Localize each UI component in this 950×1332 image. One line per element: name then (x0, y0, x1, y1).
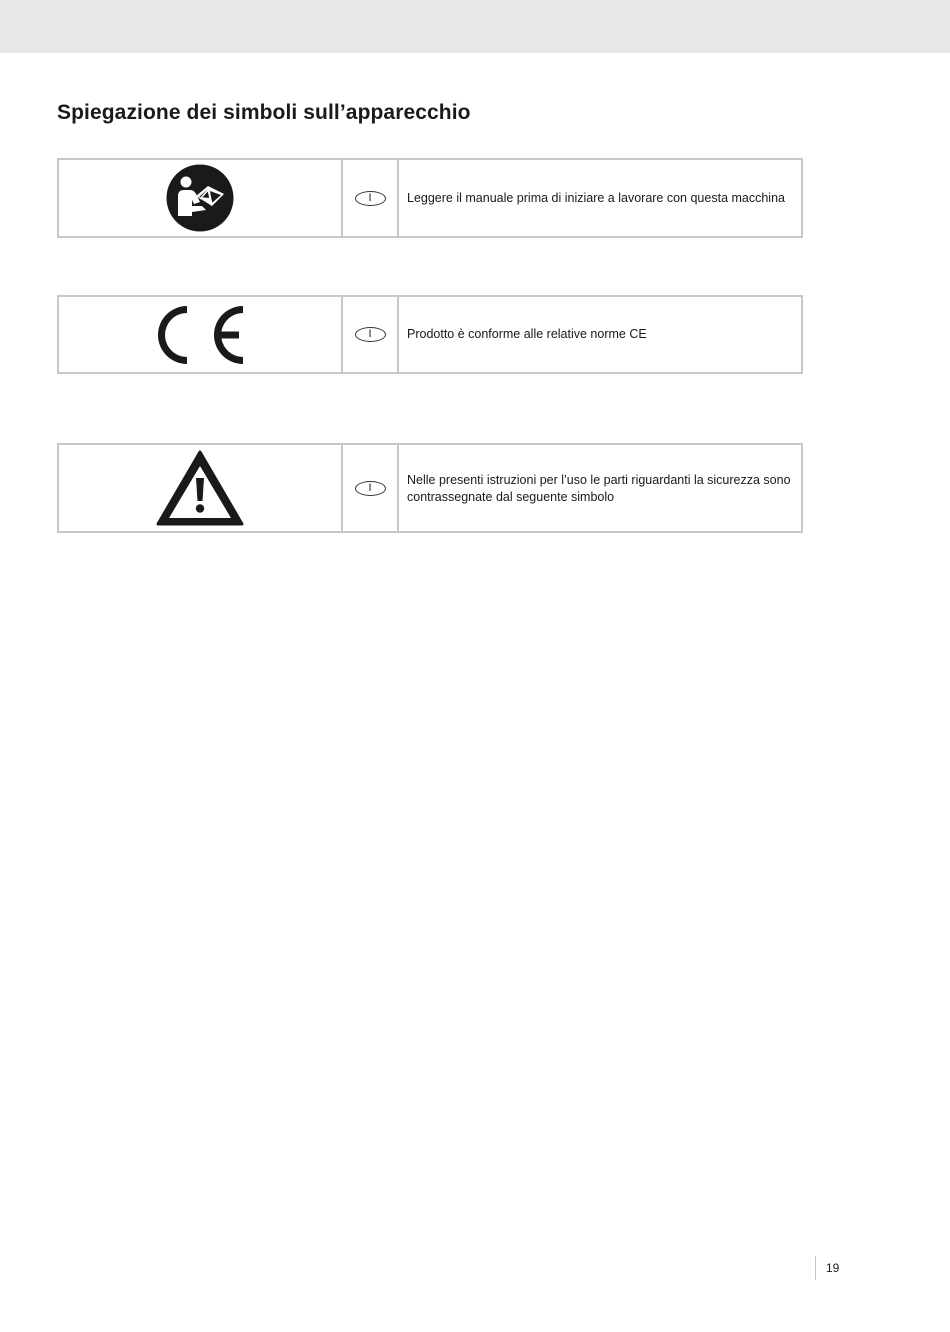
language-cell (343, 445, 399, 531)
language-cell (343, 297, 399, 372)
symbol-row-ce-mark (57, 295, 803, 374)
page-number: 19 (826, 1261, 840, 1275)
symbol-description: Nelle presenti istruzioni per l’uso le parti riguardanti la sicurezza sono contrassegnate dal seguente simbolo (407, 473, 791, 504)
read-manual-icon (166, 164, 234, 232)
language-badge: I (355, 191, 386, 206)
symbol-row-read-manual (57, 158, 803, 238)
top-band (0, 0, 950, 53)
symbol-cell (59, 445, 343, 531)
symbol-row-warning (57, 443, 803, 533)
language-cell (343, 160, 399, 236)
language-badge: I (355, 327, 386, 342)
symbol-description: Leggere il manuale prima di iniziare a lavorare con questa macchina (407, 190, 785, 205)
language-badge: I (355, 481, 386, 496)
symbol-cell (59, 297, 343, 372)
page-footer (815, 1256, 839, 1280)
page-title: Spiegazione dei simboli sull’apparecchio (57, 101, 471, 124)
ce-mark-icon (153, 301, 247, 369)
symbol-cell (59, 160, 343, 236)
symbol-description: Prodotto è conforme alle relative norme CE (407, 327, 647, 341)
warning-triangle-icon (156, 449, 244, 527)
